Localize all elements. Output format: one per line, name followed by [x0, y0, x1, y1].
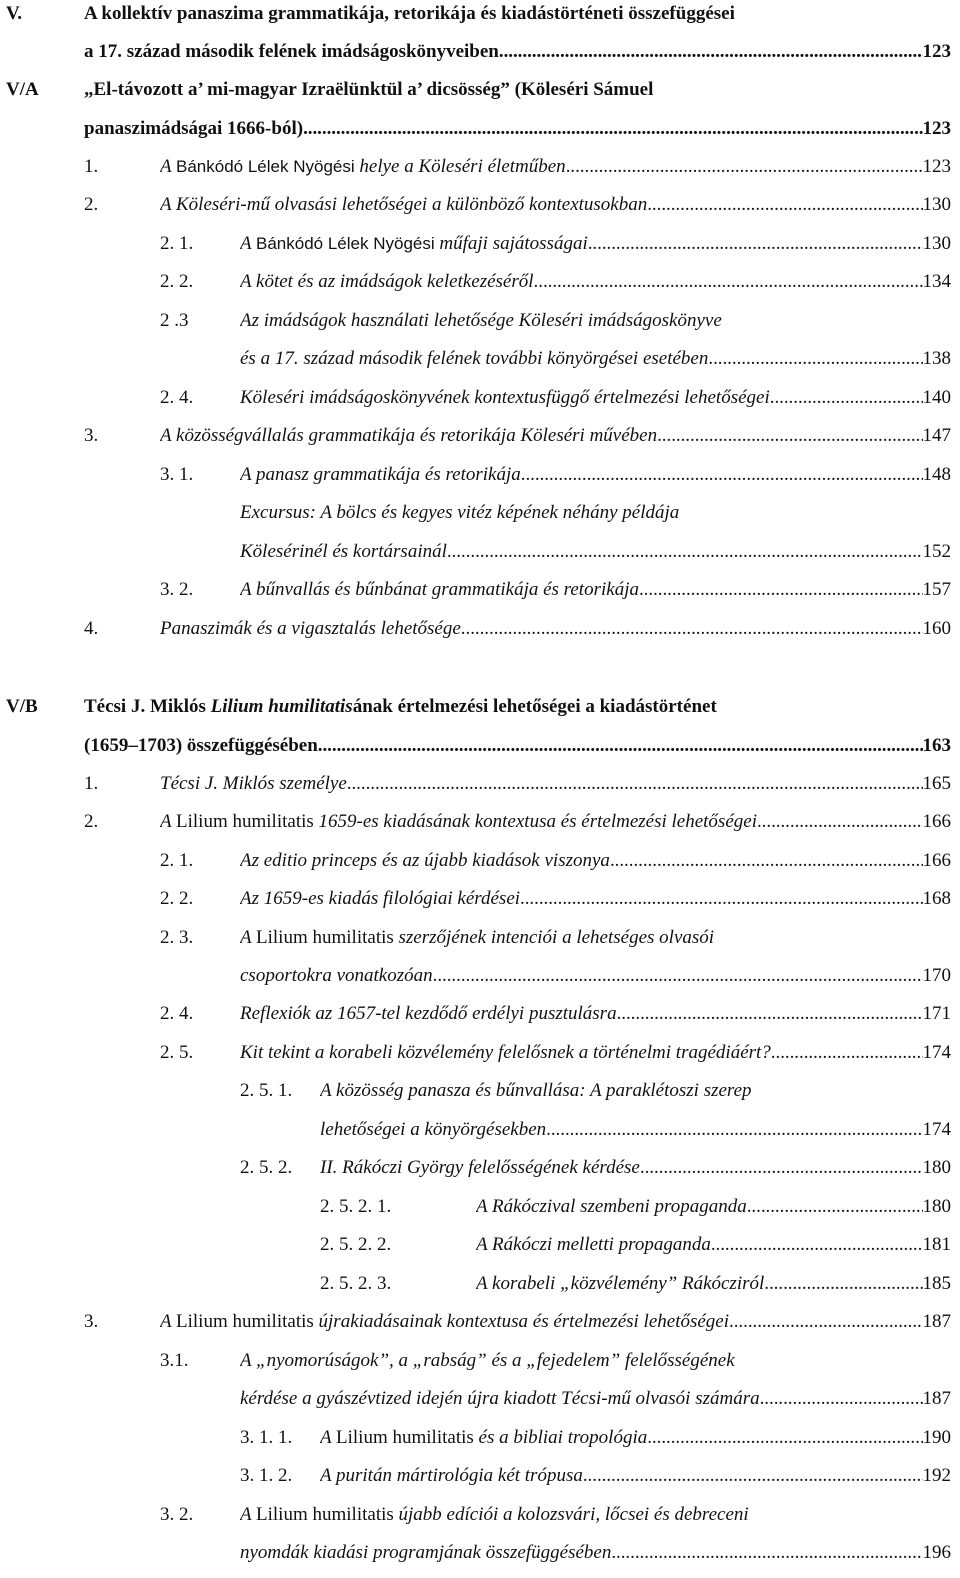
- entry-title-part: Reflexiók az 1657-tel kezdődő erdélyi pusztulásra: [240, 1003, 617, 1024]
- leader-dots: [771, 1041, 923, 1065]
- entry-title: [320, 1156, 640, 1180]
- entry-title-part: Az imádságok használati lehetősége Köleséri imádságoskönyve: [240, 310, 722, 331]
- page-number: 148: [922, 464, 951, 485]
- entry-title: [240, 309, 722, 333]
- toc-entry[interactable]: [240, 347, 951, 371]
- toc-entry[interactable]: [240, 849, 951, 873]
- toc-entry[interactable]: [160, 772, 951, 796]
- toc-entry[interactable]: [240, 386, 951, 410]
- entry-title-part: A Rákóczival szembeni propaganda: [476, 1196, 747, 1217]
- entry-title: [240, 270, 534, 294]
- toc-entry[interactable]: [240, 1541, 951, 1565]
- entry-title: [476, 1195, 747, 1219]
- entry-number: 3. 2.: [160, 1504, 194, 1525]
- leader-dots: [546, 1118, 922, 1142]
- leader-dots: [534, 270, 923, 294]
- section-label-v: V.: [6, 3, 23, 24]
- section-title-vb-text: (1659–1703) összefüggésében: [84, 735, 318, 756]
- leader-dots: [711, 1233, 923, 1257]
- entry-title: [240, 463, 521, 487]
- entry-title-part: Lilium humilitatis: [256, 1504, 394, 1525]
- toc-entry[interactable]: [240, 1387, 951, 1411]
- entry-title-part: A közösségvállalás grammatikája és retorikája Köleséri művében: [160, 425, 658, 446]
- entry-title: [240, 232, 588, 256]
- entry-title-part: és a bibliai tropológia: [473, 1427, 648, 1448]
- toc-entry[interactable]: [240, 964, 951, 988]
- entry-title: [160, 1310, 729, 1334]
- entry-title: [160, 617, 461, 641]
- entry-title: [240, 347, 708, 371]
- section-title-va-line1: „El-távozott a’ mi-magyar Izraëlünktül a’ dicsösség” (Köleséri Sámuel: [84, 79, 654, 100]
- page-number: 165: [922, 773, 951, 794]
- leader-dots: [747, 1195, 923, 1219]
- toc-entry[interactable]: [160, 1310, 951, 1334]
- entry-title-part: műfaji sajátosságai: [434, 233, 588, 254]
- page-number: 170: [922, 965, 951, 986]
- page-number: 174: [922, 1042, 951, 1063]
- entry-number: 2. 4.: [160, 387, 194, 408]
- page-number: 171: [922, 1003, 951, 1024]
- page-number: 192: [922, 1465, 951, 1486]
- leader-dots: [708, 347, 922, 371]
- entry-title: [160, 772, 347, 796]
- leader-dots: [521, 463, 923, 487]
- page-number: 123: [922, 41, 951, 62]
- toc-entry[interactable]: [476, 1233, 951, 1257]
- entry-title-part: Lilium humilitatis: [176, 1311, 314, 1332]
- entry-title-part: újrakiadásainak kontextusa és értelmezési lehetőségei: [313, 1311, 730, 1332]
- entry-title-part: A: [160, 811, 177, 832]
- leader-dots: [347, 772, 923, 796]
- toc-entry[interactable]: [240, 501, 951, 525]
- leader-dots: [729, 1310, 922, 1334]
- entry-title-part: II. Rákóczi György felelősségének kérdése: [320, 1157, 640, 1178]
- toc-entry[interactable]: [240, 1002, 951, 1026]
- page-number: 190: [922, 1427, 951, 1448]
- toc-entry[interactable]: [240, 887, 951, 911]
- page-number: 174: [922, 1119, 951, 1140]
- page-number: 130: [922, 233, 951, 254]
- entry-title-part: helye a Köleséri életműben: [354, 156, 566, 177]
- entry-title-part: csoportokra vonatkozóan: [240, 965, 433, 986]
- entry-title: [160, 155, 566, 179]
- leader-dots: [447, 540, 923, 564]
- entry-title-part: A panasz grammatikája és retorikája: [240, 464, 521, 485]
- entry-title-part: Kölesérinél és kortársainál: [240, 541, 447, 562]
- section-title-vb-line2: [84, 734, 951, 758]
- entry-title-part: Lilium humilitatis: [256, 927, 394, 948]
- toc-entry[interactable]: [240, 1041, 951, 1065]
- toc-entry[interactable]: [240, 463, 951, 487]
- toc-entry[interactable]: [240, 232, 951, 256]
- entry-number: 2.: [84, 194, 99, 215]
- entry-title-part: A: [240, 1504, 257, 1525]
- toc-entry[interactable]: [240, 309, 951, 333]
- entry-title-part: újabb edíciói a kolozsvári, lőcsei és debreceni: [393, 1504, 749, 1525]
- leader-dots: [760, 1387, 923, 1411]
- leader-dots: [617, 1002, 923, 1026]
- entry-number: 2. 1.: [160, 233, 194, 254]
- leader-dots: [657, 424, 922, 448]
- entry-number: 2. 5. 2. 3.: [320, 1273, 392, 1294]
- entry-title-part: kérdése a gyászévtized idején újra kiadott Técsi-mű olvasói számára: [240, 1388, 760, 1409]
- entry-title-part: Excursus: A bölcs és kegyes vitéz képének néhány példája: [240, 502, 680, 523]
- entry-title-part: Bánkódó Lélek Nyögési: [256, 234, 435, 253]
- entry-title: [320, 1464, 583, 1488]
- entry-title: [240, 1541, 611, 1565]
- toc-entry[interactable]: [240, 578, 951, 602]
- toc-entry[interactable]: [320, 1079, 951, 1103]
- leader-dots: [757, 810, 923, 834]
- toc-entry[interactable]: [160, 810, 951, 834]
- leader-dots: [520, 887, 922, 911]
- toc-entry[interactable]: [240, 270, 951, 294]
- leader-dots: [647, 193, 922, 217]
- entry-title-part: A korabeli „közvélemény” Rákócziról: [476, 1273, 765, 1294]
- page-number: 147: [922, 425, 951, 446]
- leader-dots: [639, 578, 923, 602]
- section-title-vb-line1: [84, 695, 951, 719]
- page-number: 152: [922, 541, 951, 562]
- entry-title: [240, 926, 714, 950]
- page-number: 180: [922, 1196, 951, 1217]
- entry-title: [240, 1349, 735, 1373]
- entry-title-part: A „nyomorúságok”, a „rabság” és a „fejedelem” felelősségének: [240, 1350, 735, 1371]
- entry-title-part: nyomdák kiadási programjának összefüggésében: [240, 1542, 612, 1563]
- toc-entry[interactable]: [320, 1426, 951, 1450]
- page-number: 187: [922, 1311, 951, 1332]
- entry-title-part: 1659-es kiadásának kontextusa és értelmezési lehetőségei: [313, 811, 757, 832]
- entry-title-part: Lilium humilitatis: [336, 1427, 474, 1448]
- toc-entry[interactable]: [476, 1195, 951, 1219]
- page-number: 130: [922, 194, 951, 215]
- entry-number: 2. 2.: [160, 271, 194, 292]
- leader-dots: [647, 1426, 922, 1450]
- page-number: 123: [922, 118, 951, 139]
- toc-entry[interactable]: [160, 155, 951, 179]
- entry-number: 2. 5.: [160, 1042, 194, 1063]
- toc-entry[interactable]: [240, 926, 951, 950]
- entry-title: [476, 1272, 764, 1296]
- entry-title-part: A: [240, 233, 257, 254]
- entry-number: 2. 2.: [160, 888, 194, 909]
- entry-number: 2. 5. 2. 1.: [320, 1196, 392, 1217]
- entry-title-part: lehetőségei a könyörgésekben: [320, 1119, 547, 1140]
- leader-dots: [318, 734, 923, 758]
- entry-title-part: Panaszimák és a vigasztalás lehetősége: [160, 618, 461, 639]
- entry-number: 3. 1. 1.: [240, 1427, 293, 1448]
- section-title-v-line2: [84, 40, 951, 64]
- leader-dots: [611, 1541, 922, 1565]
- entry-title-part: és a 17. század második felének további könyörgései esetében: [240, 348, 709, 369]
- page-number: 185: [922, 1273, 951, 1294]
- entry-title-part: Técsi J. Miklós személye: [160, 773, 347, 794]
- entry-title: [240, 1041, 771, 1065]
- leader-dots: [566, 155, 923, 179]
- toc-entry[interactable]: [476, 1272, 951, 1296]
- entry-title: [160, 193, 647, 217]
- entry-title: [240, 1387, 760, 1411]
- section-title-va-line2: [84, 117, 951, 141]
- entry-number: 3. 1.: [160, 464, 194, 485]
- entry-title-part: A: [320, 1427, 337, 1448]
- section-label-va: V/A: [6, 79, 39, 100]
- leader-dots: [770, 386, 923, 410]
- page-number: 157: [922, 579, 951, 600]
- section-title-vb-part-c: ának értelmezési lehetőségei a kiadástörténet: [352, 696, 717, 717]
- entry-title-part: A: [160, 156, 177, 177]
- entry-title-part: Köleséri imádságoskönyvének kontextusfüggő értelmezési lehetőségei: [240, 387, 770, 408]
- section-title-vb-part-a: Técsi J. Miklós: [84, 696, 211, 717]
- entry-number: 2 .3: [160, 310, 189, 331]
- entry-title: [320, 1079, 752, 1103]
- toc-entry[interactable]: [240, 1349, 951, 1373]
- entry-number: 2. 4.: [160, 1003, 194, 1024]
- page-number: 166: [922, 811, 951, 832]
- page-number: 166: [922, 850, 951, 871]
- section-title-v-text: a 17. század második felének imádságoskönyveiben: [84, 41, 499, 62]
- entry-title: [240, 578, 639, 602]
- entry-title-part: Az 1659-es kiadás filológiai kérdései: [240, 888, 521, 909]
- page-number: 134: [922, 271, 951, 292]
- toc-entry[interactable]: [160, 424, 951, 448]
- entry-title: [160, 810, 757, 834]
- page-number: 140: [922, 387, 951, 408]
- leader-dots: [433, 964, 923, 988]
- entry-title: [240, 964, 433, 988]
- entry-title: [476, 1233, 711, 1257]
- leader-dots: [303, 117, 922, 141]
- entry-number: 2. 5. 2.: [240, 1157, 293, 1178]
- page-number: 123: [922, 156, 951, 177]
- page-number: 196: [922, 1542, 951, 1563]
- entry-title-part: Bánkódó Lélek Nyögési: [176, 157, 355, 176]
- entry-title-part: A: [240, 927, 257, 948]
- entry-title: [240, 1002, 617, 1026]
- page-number: 180: [922, 1157, 951, 1178]
- entry-title: [320, 1426, 647, 1450]
- entry-title: [240, 1503, 749, 1527]
- entry-number: 3. 2.: [160, 579, 194, 600]
- entry-title: [320, 1118, 546, 1142]
- page-number: 168: [922, 888, 951, 909]
- toc-entry[interactable]: [320, 1156, 951, 1180]
- section-label-vb: V/B: [6, 696, 38, 717]
- leader-dots: [499, 40, 923, 64]
- toc-entry[interactable]: [160, 193, 951, 217]
- toc-entry[interactable]: [160, 617, 951, 641]
- entry-number: 2.: [84, 811, 99, 832]
- entry-number: 3. 1. 2.: [240, 1465, 293, 1486]
- section-title-v-line1: A kollektív panaszima grammatikája, retorikája és kiadástörténeti összefüggései: [84, 3, 735, 24]
- entry-title: [240, 540, 447, 564]
- toc-entry[interactable]: [240, 1503, 951, 1527]
- entry-number: 4.: [84, 618, 99, 639]
- page-number: 187: [922, 1388, 951, 1409]
- section-title-vb-part-b: Lilium humilitatis: [210, 696, 353, 717]
- leader-dots: [588, 232, 923, 256]
- entry-number: 2. 1.: [160, 850, 194, 871]
- section-title-va-text: panaszimádságai 1666-ból): [84, 118, 304, 139]
- entry-title: [160, 424, 657, 448]
- entry-title-part: A Rákóczi melletti propaganda: [476, 1234, 711, 1255]
- page-number: 160: [922, 618, 951, 639]
- leader-dots: [461, 617, 923, 641]
- leader-dots: [610, 849, 923, 873]
- page-number: 181: [922, 1234, 951, 1255]
- leader-dots: [764, 1272, 922, 1296]
- toc-entry[interactable]: [320, 1118, 951, 1142]
- entry-number: 1.: [84, 156, 99, 177]
- entry-number: 3.1.: [160, 1350, 189, 1371]
- entry-number: 2. 3.: [160, 927, 194, 948]
- entry-title-part: A: [160, 1311, 177, 1332]
- leader-dots: [583, 1464, 923, 1488]
- entry-title-part: Az editio princeps és az újabb kiadások viszonya: [240, 850, 610, 871]
- entry-title-part: szerzőjének intenciói a lehetséges olvasói: [393, 927, 715, 948]
- page-number: 163: [922, 735, 951, 756]
- entry-title-part: Kit tekint a korabeli közvélemény felelősnek a történelmi tragédiáért?: [240, 1042, 771, 1063]
- entry-title-part: A Köleséri-mű olvasási lehetőségei a különböző kontextusokban: [160, 194, 648, 215]
- entry-title-part: Lilium humilitatis: [176, 811, 314, 832]
- entry-title: [240, 887, 520, 911]
- entry-number: 1.: [84, 773, 99, 794]
- toc-entry[interactable]: [320, 1464, 951, 1488]
- entry-title: [240, 386, 770, 410]
- toc-entry[interactable]: [240, 540, 951, 564]
- leader-dots: [640, 1156, 923, 1180]
- entry-title-part: A puritán mártirológia két trópusa: [320, 1465, 583, 1486]
- entry-number: 2. 5. 2. 2.: [320, 1234, 392, 1255]
- entry-title: [240, 849, 610, 873]
- entry-number: 3.: [84, 425, 99, 446]
- entry-title: [240, 501, 679, 525]
- entry-title-part: A kötet és az imádságok keletkezéséről: [240, 271, 534, 292]
- page-number: 138: [922, 348, 951, 369]
- entry-title-part: A bűnvallás és bűnbánat grammatikája és retorikája: [240, 579, 639, 600]
- entry-number: 3.: [84, 1311, 99, 1332]
- entry-number: 2. 5. 1.: [240, 1080, 293, 1101]
- entry-title-part: A közösség panasza és bűnvallása: A paraklétoszi szerep: [320, 1080, 752, 1101]
